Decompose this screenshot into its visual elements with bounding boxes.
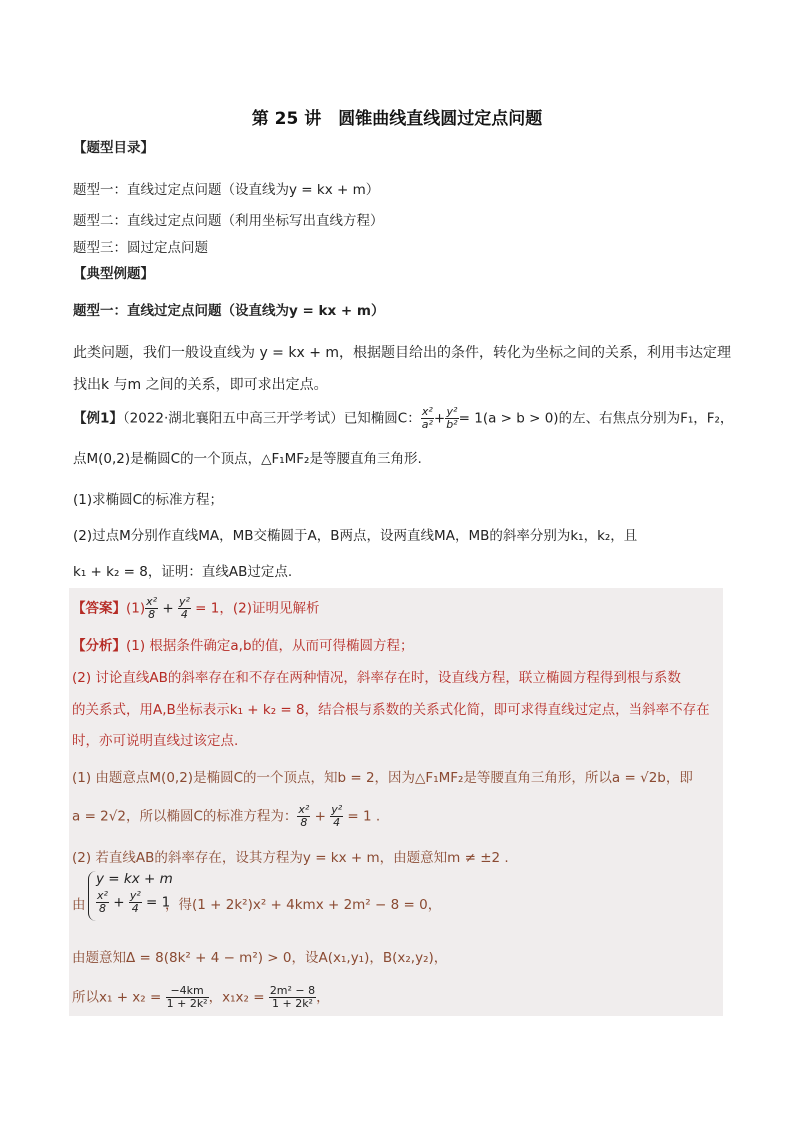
system-prefix: 由 [72,897,86,913]
solution-1-line1: (1) 由题意点M(0,2)是椭圆C的一个顶点，知b = 2，因为△F₁MF₂是等腰直角三角形，所以a = √2b，即 [72,770,693,786]
ellipse-y-frac: $\frac{\text{y²}}{\text{b²}}$ [446,405,458,431]
analysis-tag: 【分析】 [72,638,126,654]
page-title: 第 25 讲 圆锥曲线直线圆过定点问题 [251,109,543,129]
toc-heading: 【题型目录】 [73,140,154,156]
analysis-line2: (2) 讨论直线AB的斜率存在和不存在两种情况，斜率存在时，设直线方程，联立椭圆方程得到根与系数 [72,670,681,686]
system-result: ，得(1 + 2k²)x² + 4kmx + 2m² − 8 = 0， [165,897,442,913]
delta-line: 由题意知Δ = 8(8k² + 4 − m²) > 0，设A(x₁,y₁)，B(x₂,y₂)， [72,950,448,966]
example1-line2: 点M(0,2)是椭圆C的一个顶点，△F₁MF₂是等腰直角三角形. [73,451,422,467]
ellipse-x-frac: $\frac{\text{x²}}{\text{a²}}$ [421,405,433,431]
example1-source: （2022·湖北襄阳五中高三开学考试）已知椭圆C： [122,410,421,427]
solution-y-frac: $\frac{\text{y²}}{4}$ [331,803,343,829]
type1-intro-line2: 找出k 与m 之间的关系，即可求出定点。 [73,377,328,393]
answer-tag: 【答案】 [72,600,126,617]
solution-2-line1: (2) 若直线AB的斜率存在，设其方程为y = kx + m，由题意知m ≠ ±2 . [72,850,509,866]
example1-q2-line2: k₁ + k₂ = 8，证明：直线AB过定点. [73,564,293,580]
system-eq2: $\frac{\text{x²}}{8}$ + $\frac{\text{y²}}{4}$ = 1 [97,889,171,915]
example1-q1: (1)求椭圆C的标准方程； [73,492,224,508]
example1-tag: 【例1】 [73,410,123,427]
example1-statement: 【例1】（2022·湖北襄阳五中高三开学考试）已知椭圆C： $\frac{\text{x²}}{\text{a²}}$ + $\frac{\text{y²}}{\text{b²}}$ = 1(a > b > 0)的左、右焦点分别为F₁，F₂， [73,405,734,431]
examples-heading: 【典型例题】 [73,266,154,282]
system-eq1: y = kx + m [96,871,173,887]
solution-1-line2: a = 2√2，所以椭圆C的标准方程为： $\frac{\text{x²}}{8}$ + $\frac{\text{y²}}{4}$ = 1 . [72,803,381,829]
solution-x-frac: $\frac{\text{x²}}{8}$ [298,803,310,829]
toc-item-3: 题型三：圆过定点问题 [73,240,208,256]
type1-heading: 题型一：直线过定点问题（设直线为y = kx + m） [73,303,385,319]
example1-condition: (a > b > 0)的左、右焦点分别为F₁，F₂， [482,410,734,427]
vieta-line: 所以x₁ + x₂ = $\frac{-4km}{\text{1 + 2k²}}$ ，x₁x₂ = $\frac{\text{2m² − 8}}{\text{1 + 2k²}}$ ， [72,984,330,1010]
toc-item-1: 题型一：直线过定点问题（设直线为y = kx + m） [73,182,380,198]
toc-item-2: 题型二：直线过定点问题（利用坐标写出直线方程） [73,213,384,229]
analysis-line1: 【分析】(1) 根据条件确定a,b的值，从而可得椭圆方程； [72,638,414,654]
type1-intro-line1: 此类问题，我们一般设直线为 y = kx + m，根据题目给出的条件，转化为坐标之间的关系，利用韦达定理 [73,345,732,361]
answer-line: 【答案】(1) $\frac{\text{x²}}{8}$ + $\frac{\text{y²}}{4}$ = 1，(2)证明见解析 [72,595,320,621]
answer-part2: (2)证明见解析 [232,600,320,617]
answer-y-frac: $\frac{\text{y²}}{4}$ [178,595,190,621]
analysis-line3: 的关系式，用A,B坐标表示k₁ + k₂ = 8，结合根与系数的关系式化简，即可求得直线过定点，当斜率不存在 [72,702,710,718]
answer-x-frac: $\frac{\text{x²}}{8}$ [146,595,158,621]
analysis-line4: 时，亦可说明直线过该定点. [72,733,239,749]
example1-q2-line1: (2)过点M分别作直线MA，MB交椭圆于A，B两点，设两直线MA，MB的斜率分别为k₁，k₂，且 [73,528,638,544]
